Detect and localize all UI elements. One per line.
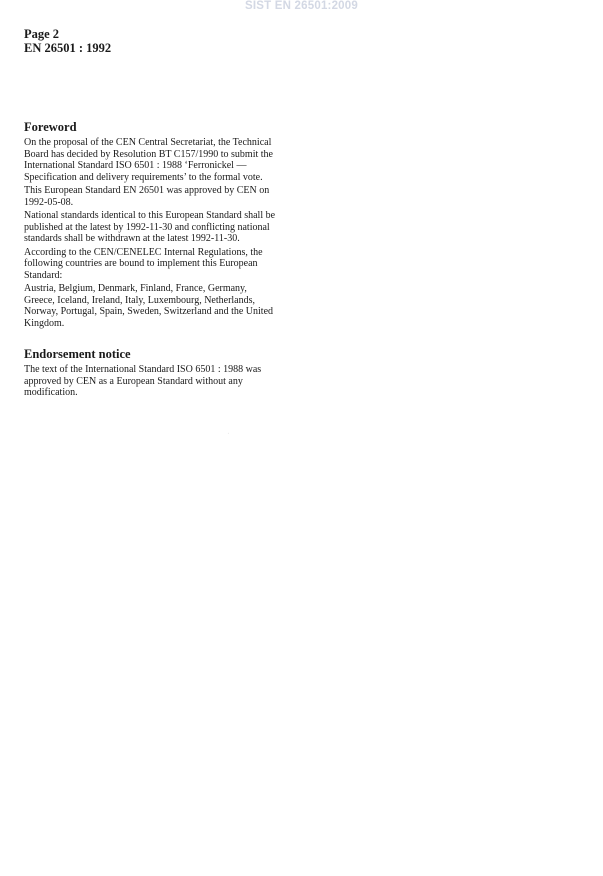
foreword-paragraph-1: On the proposal of the CEN Central Secretariat, the Technical Board has decided by Resolution BT C157/1990 to submit the International Standard ISO 6501 : 1988 ‘Ferronickel — Specification and delivery requirements’ to the formal vote. (24, 137, 273, 183)
foreword-paragraph-2: This European Standard EN 26501 was approved by CEN on 1992-05-08. (24, 185, 270, 208)
section-gap (24, 331, 276, 346)
main-column (24, 119, 276, 401)
page-header (24, 27, 111, 55)
endorsement-section (24, 346, 276, 399)
endorsement-paragraph: The text of the International Standard ISO 6501 : 1988 was approved by CEN as a European Standard without any modification. (24, 364, 262, 398)
foreword-section (24, 119, 276, 329)
page-number: Page 2 (24, 27, 60, 41)
watermark: SIST EN 26501:2009 (245, 0, 358, 12)
foreword-paragraph-3: National standards identical to this European Standard shall be published at the latest by 1992-11-30 and conflicting national standards shall be withdrawn at the latest 1992-11-30. (24, 210, 276, 244)
country-list: Austria, Belgium, Denmark, Finland, France, Germany, Greece, Iceland, Ireland, Italy, Luxembourg, Netherlands, Norway, Portugal, Spain, Sweden, Switzerland and the United Kingdom. (24, 283, 274, 329)
endorsement-heading: Endorsement notice (24, 347, 131, 361)
foreword-paragraph-4: According to the CEN/CENELEC Internal Regulations, the following countries are bound to implement this European Standard: (24, 246, 263, 281)
foreword-heading: Foreword (24, 120, 77, 134)
document-id: EN 26501 : 1992 (24, 41, 112, 55)
scan-speck: ˈ (227, 432, 230, 440)
